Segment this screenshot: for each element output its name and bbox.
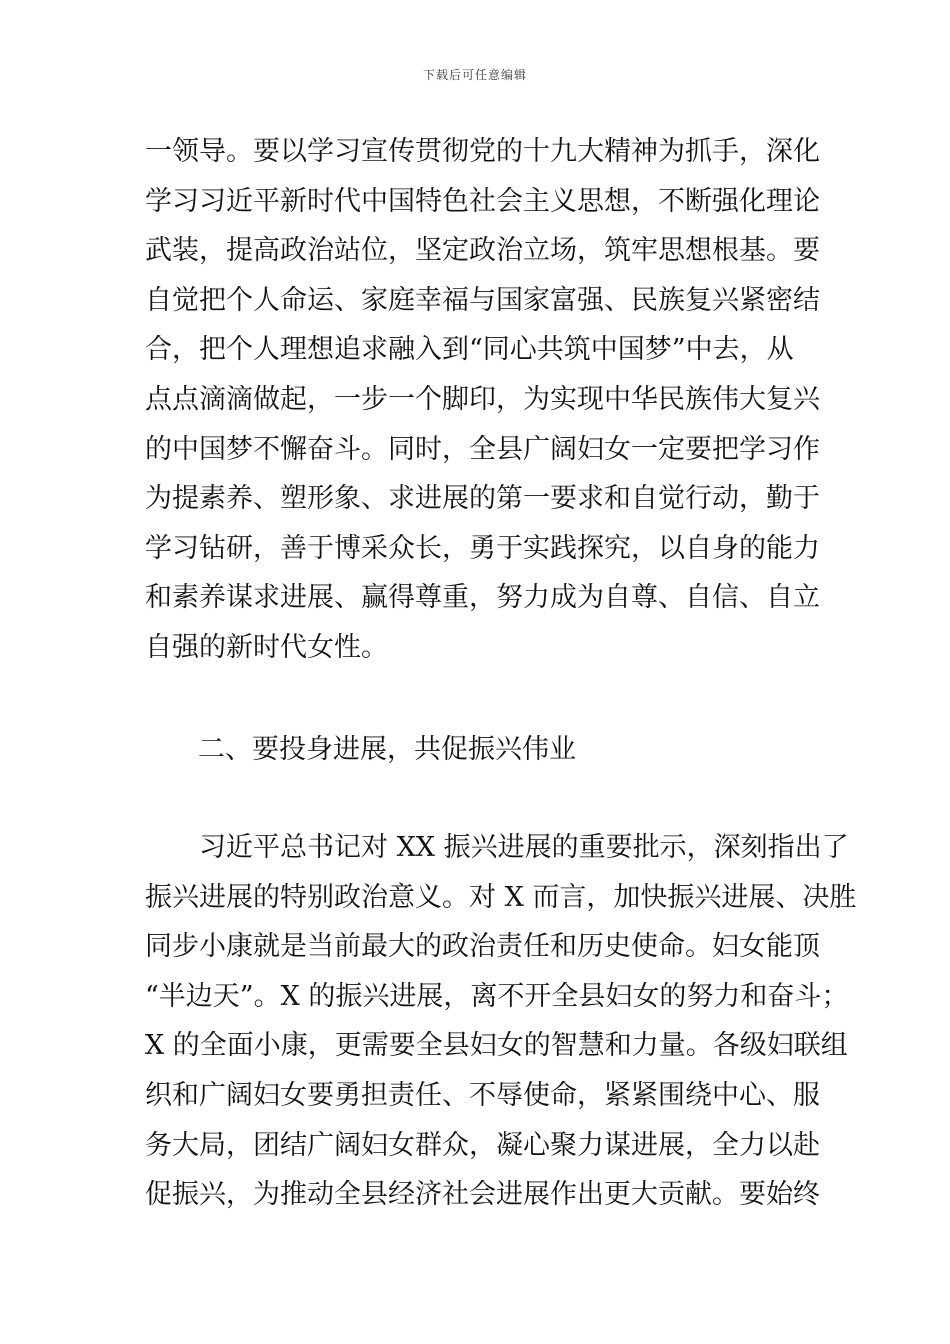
paragraph-line: 自觉把个人命运、家庭幸福与国家富强、民族复兴紧密结 — [145, 284, 820, 316]
paragraph-line: 为提素养、塑形象、求进展的第一要求和自觉行动，勤于 — [145, 483, 820, 515]
paragraph-line: 学习习近平新时代中国特色社会主义思想，不断强化理论 — [145, 185, 820, 217]
paragraph-line: 习近平总书记对 XX 振兴进展的重要批示，深刻指出了 — [145, 832, 849, 863]
body-paragraph-1 — [145, 127, 820, 673]
paragraph-line: 同步小康就是当前最大的政治责任和历史使命。妇女能顶 — [145, 931, 820, 963]
paragraph-line: 自强的新时代女性。 — [145, 631, 388, 663]
paragraph-line: 的中国梦不懈奋斗。同时，全县广阔妇女一定要把学习作 — [145, 433, 820, 465]
paragraph-line: 织和广阔妇女要勇担责任、不辱使命，紧紧围绕中心、服 — [145, 1079, 820, 1111]
section-heading-text: 二、要投身进展，共促振兴伟业 — [198, 734, 576, 765]
paragraph-line: 和素养谋求进展、赢得尊重，努力成为自尊、自信、自立 — [145, 582, 820, 614]
section-heading — [198, 725, 866, 775]
paragraph-line: 振兴进展的特别政治意义。对 X 而言，加快振兴进展、决胜 — [145, 881, 857, 913]
body-paragraph-2 — [145, 823, 857, 1220]
paragraph-line: “半边天”。X 的振兴进展，离不开全县妇女的努力和奋斗； — [145, 980, 849, 1012]
paragraph-line: 合，把个人理想追求融入到“同心共筑中国梦”中去，从 — [145, 334, 794, 366]
paragraph-line: X 的全面小康，更需要全县妇女的智慧和力量。各级妇联组 — [145, 1030, 848, 1062]
paragraph-line: 一领导。要以学习宣传贯彻党的十九大精神为抓手，深化 — [145, 136, 820, 167]
paragraph-line: 务大局，团结广阔妇女群众，凝心聚力谋进展，全力以赴 — [145, 1129, 820, 1161]
paragraph-line: 学习钻研，善于博采众长，勇于实践探究，以自身的能力 — [145, 532, 820, 564]
paragraph-line: 点点滴滴做起，一步一个脚印，为实现中华民族伟大复兴 — [145, 383, 820, 415]
page-header: 下载后可任意编辑 — [422, 68, 527, 82]
paragraph-line: 武装，提高政治站位，坚定政治立场，筑牢思想根基。要 — [145, 235, 820, 267]
paragraph-line: 促振兴，为推动全县经济社会进展作出更大贡献。要始终 — [145, 1179, 820, 1211]
